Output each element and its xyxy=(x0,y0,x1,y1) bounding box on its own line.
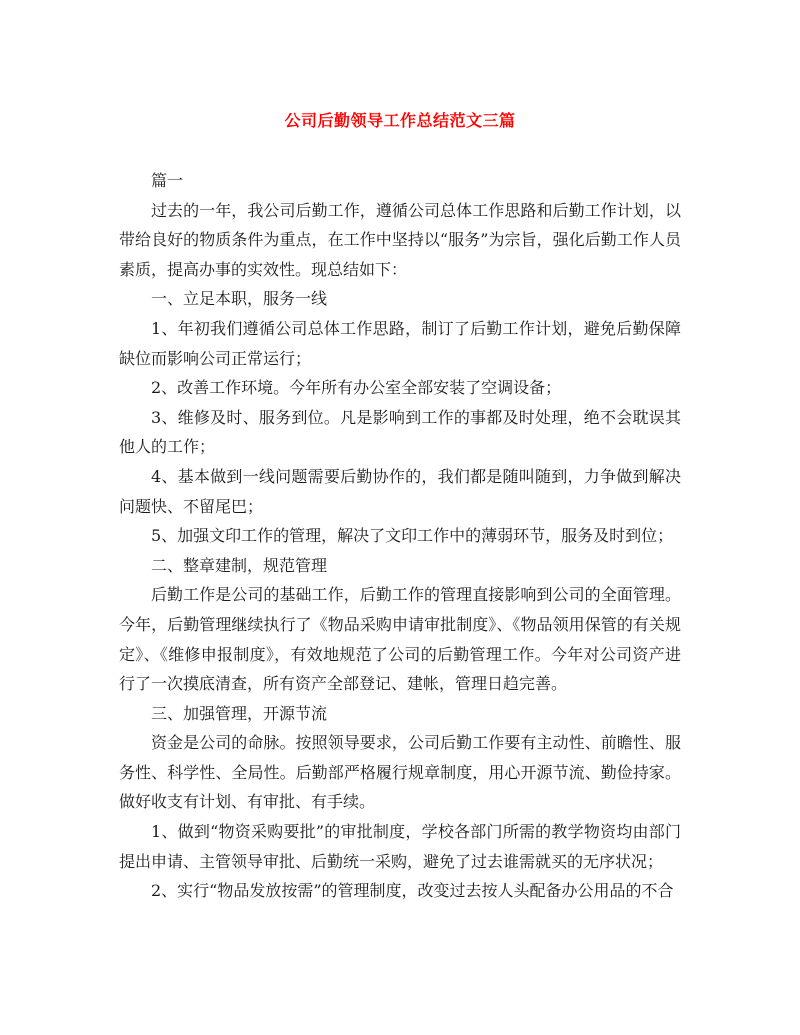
document-title: 公司后勤领导工作总结范文三篇 xyxy=(284,111,516,130)
section-heading: 二、整章建制，规范管理 xyxy=(151,555,328,575)
paragraph: 3、维修及时、服务到位。凡是影响到工作的事都及时处理，绝不会耽误其他人的工作； xyxy=(119,407,681,457)
section-heading: 篇一 xyxy=(151,171,184,190)
section-heading: 三、加强管理，开源节流 xyxy=(151,703,328,723)
paragraph: 过去的一年，我公司后勤工作，遵循公司总体工作思路和后勤工作计划，以带给良好的物质条件为重点，在工作中坚持以“服务”为宗旨，强化后勤工作人员素质，提高办事的实效性。现总结如下： xyxy=(119,200,681,279)
paragraph: 资金是公司的命脉。按照领导要求，公司后勤工作要有主动性、前瞻性、服务性、科学性、全局性。后勤部严格履行规章制度，用心开源节流、勤俭持家。做好收支有计划、有审批、有手续。 xyxy=(119,733,681,812)
paragraph: 1、年初我们遵循公司总体工作思路，制订了后勤工作计划，避免后勤保障缺位而影响公司正常运行； xyxy=(119,318,681,368)
paragraph: 1、做到“物资采购要批”的审批制度，学校各部门所需的教学物资均由部门提出申请、主管领导审批、后勤统一采购，避免了过去谁需就买的无序状况； xyxy=(119,822,681,871)
paragraph: 4、基本做到一线问题需要后勤协作的，我们都是随叫随到，力争做到解决问题快、不留尾巴； xyxy=(119,466,681,516)
paragraph: 后勤工作是公司的基础工作，后勤工作的管理直接影响到公司的全面管理。今年，后勤管理继续执行了《物品采购申请审批制度》、《物品领用保管的有关规定》、《维修申报制度》，有效地规范了公司的后勤管理工作。今年对公司资产进行了一次摸底清查，所有资产全部登记、建帐，管理日趋完善。 xyxy=(119,585,681,694)
document-body xyxy=(119,166,681,906)
section-heading: 一、立足本职，服务一线 xyxy=(151,289,328,309)
paragraph: 2、改善工作环境。今年所有办公室全部安装了空调设备； xyxy=(151,378,562,398)
paragraph: 5、加强文印工作的管理，解决了文印工作中的薄弱环节，服务及时到位； xyxy=(151,526,674,546)
paragraph: 2、实行“物品发放按需”的管理制度，改变过去按人头配备办公用品的不合 xyxy=(151,881,674,901)
